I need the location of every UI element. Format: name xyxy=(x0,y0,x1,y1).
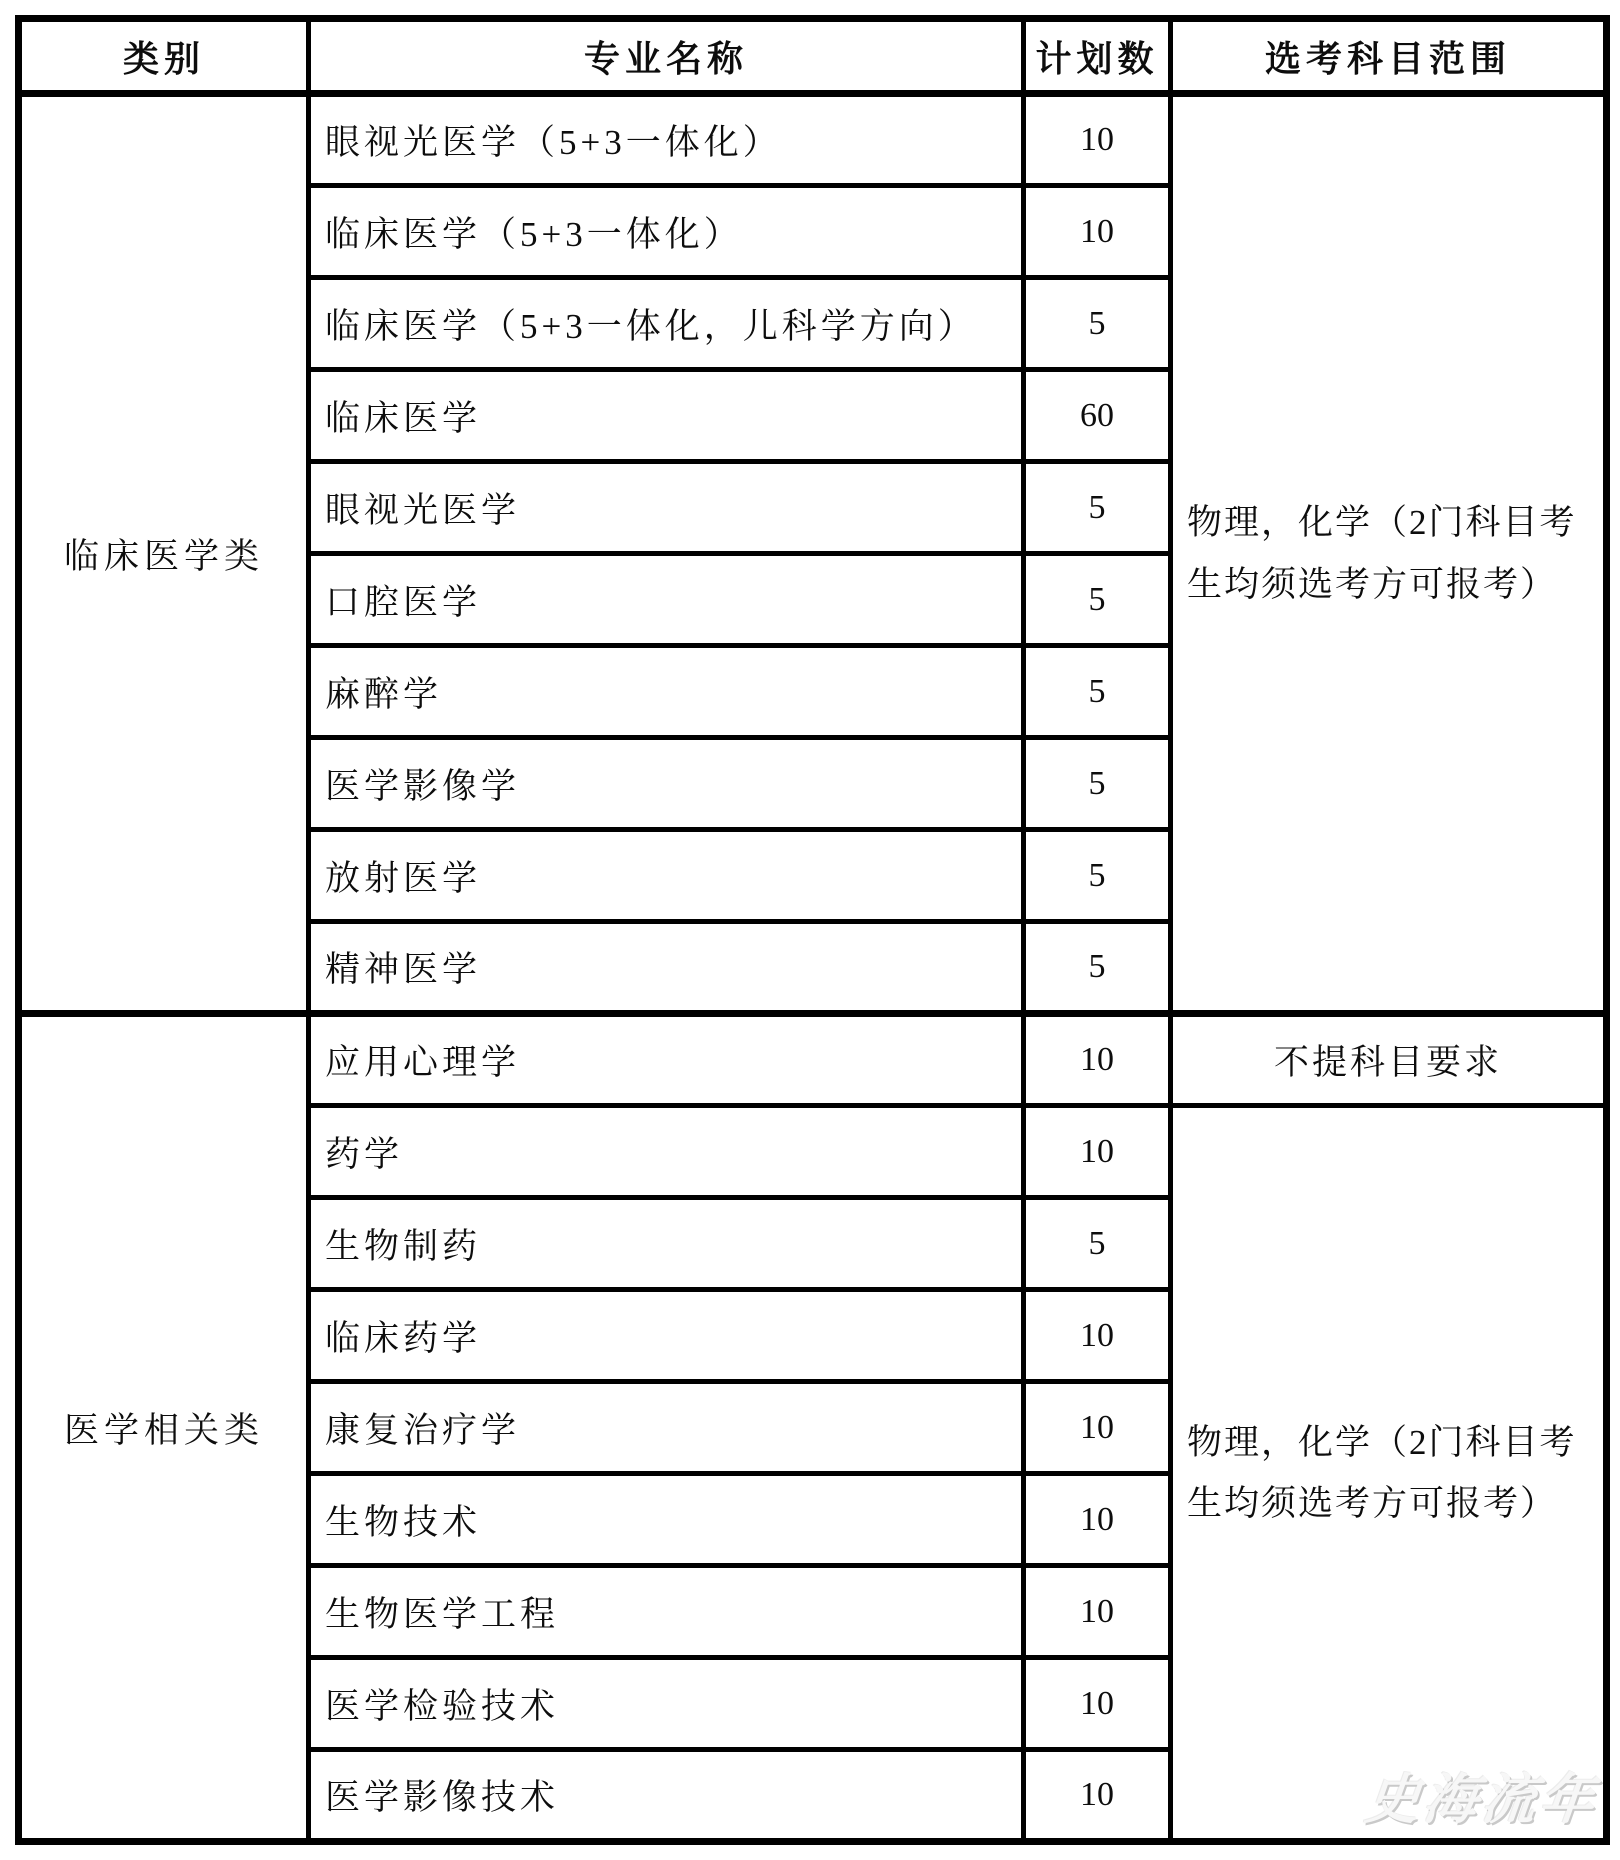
major-cell: 口腔医学 xyxy=(309,554,1024,646)
major-cell: 生物医学工程 xyxy=(309,1566,1024,1658)
header-row xyxy=(19,19,1607,94)
plan-cell: 10 xyxy=(1024,1474,1171,1566)
plan-cell: 10 xyxy=(1024,1382,1171,1474)
major-cell: 精神医学 xyxy=(309,922,1024,1014)
major-cell: 应用心理学 xyxy=(309,1014,1024,1106)
plan-cell: 5 xyxy=(1024,554,1171,646)
major-cell: 临床医学（5+3一体化） xyxy=(309,186,1024,278)
plan-cell: 5 xyxy=(1024,830,1171,922)
major-cell: 临床医学（5+3一体化，儿科学方向） xyxy=(309,278,1024,370)
plan-cell: 10 xyxy=(1024,1106,1171,1198)
plan-cell: 5 xyxy=(1024,646,1171,738)
plan-cell: 5 xyxy=(1024,1198,1171,1290)
plan-cell: 10 xyxy=(1024,1290,1171,1382)
major-cell: 眼视光医学 xyxy=(309,462,1024,554)
major-cell: 医学影像学 xyxy=(309,738,1024,830)
admission-plan-table xyxy=(15,15,1610,1845)
header-major: 专业名称 xyxy=(309,19,1024,94)
plan-cell: 5 xyxy=(1024,922,1171,1014)
major-cell: 生物技术 xyxy=(309,1474,1024,1566)
plan-cell: 60 xyxy=(1024,370,1171,462)
category-cell-clinical: 临床医学类 xyxy=(19,94,309,1014)
category-cell-related: 医学相关类 xyxy=(19,1014,309,1842)
subjects-cell-no-requirement: 不提科目要求 xyxy=(1171,1014,1607,1106)
major-cell: 临床医学 xyxy=(309,370,1024,462)
subjects-cell-related: 物理，化学（2门科目考生均须选考方可报考） xyxy=(1171,1106,1607,1842)
major-cell: 药学 xyxy=(309,1106,1024,1198)
major-cell: 眼视光医学（5+3一体化） xyxy=(309,94,1024,186)
table-row xyxy=(19,1014,1607,1106)
plan-cell: 5 xyxy=(1024,738,1171,830)
header-plan: 计划数 xyxy=(1024,19,1171,94)
plan-cell: 10 xyxy=(1024,94,1171,186)
subjects-cell-clinical: 物理，化学（2门科目考生均须选考方可报考） xyxy=(1171,94,1607,1014)
plan-cell: 10 xyxy=(1024,1014,1171,1106)
header-category: 类别 xyxy=(19,19,309,94)
major-cell: 医学影像技术 xyxy=(309,1750,1024,1842)
plan-cell: 10 xyxy=(1024,1750,1171,1842)
plan-cell: 10 xyxy=(1024,1566,1171,1658)
major-cell: 康复治疗学 xyxy=(309,1382,1024,1474)
major-cell: 医学检验技术 xyxy=(309,1658,1024,1750)
plan-cell: 10 xyxy=(1024,1658,1171,1750)
major-cell: 生物制药 xyxy=(309,1198,1024,1290)
plan-cell: 10 xyxy=(1024,186,1171,278)
major-cell: 麻醉学 xyxy=(309,646,1024,738)
table-row xyxy=(19,94,1607,186)
major-cell: 临床药学 xyxy=(309,1290,1024,1382)
plan-cell: 5 xyxy=(1024,462,1171,554)
watermark-text: 史海流年 xyxy=(1362,1770,1601,1830)
plan-cell: 5 xyxy=(1024,278,1171,370)
header-subjects: 选考科目范围 xyxy=(1171,19,1607,94)
major-cell: 放射医学 xyxy=(309,830,1024,922)
